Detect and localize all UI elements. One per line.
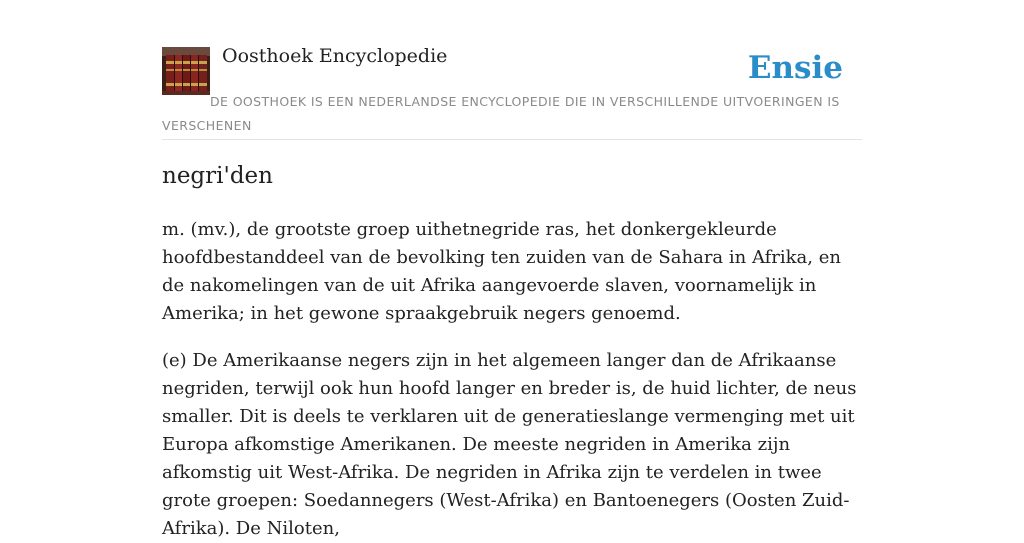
site-name[interactable]: Oosthoek Encyclopedie	[222, 45, 448, 67]
entry-headword: negri'den	[162, 163, 273, 189]
encyclopedia-books-icon[interactable]	[162, 47, 210, 95]
entry-paragraph: (e) De Amerikaanse negers zijn in het algemeen langer dan de Afrikaanse negriden, terwijl ook hun hoofd langer en breder is, de huid lichter, de neus smaller. Dit is deels te verklaren uit de generatieslange vermenging met uit Europa afkomstige Amerikanen. De meeste negriden in Amerika zijn afkomstig uit West-Afrika. De negriden in Afrika zijn te verdelen in twee grote groepen: Soedannegers (West-Afrika) en Bantoenegers (Oosten Zuid-Afrika). De Niloten,	[162, 350, 857, 539]
header-divider	[162, 139, 862, 140]
brand-logo[interactable]: Ensie	[747, 50, 843, 86]
entry-paragraph: m. (mv.), de grootste groep uithetnegride ras, het donkergekleurde hoofdbestanddeel van de bevolking ten zuiden van de Sahara in Afrika, en de nakomelingen van de uit Afrika aangevoerde slaven, voornamelijk in Amerika; in het gewone spraakgebruik negers genoemd.	[162, 219, 841, 324]
site-tagline: DE OOSTHOEK IS EEN NEDERLANDSE ENCYCLOPEDIE DIE IN VERSCHILLENDE UITVOERINGEN IS VERSCHENEN	[162, 94, 840, 133]
books-image	[162, 47, 210, 95]
